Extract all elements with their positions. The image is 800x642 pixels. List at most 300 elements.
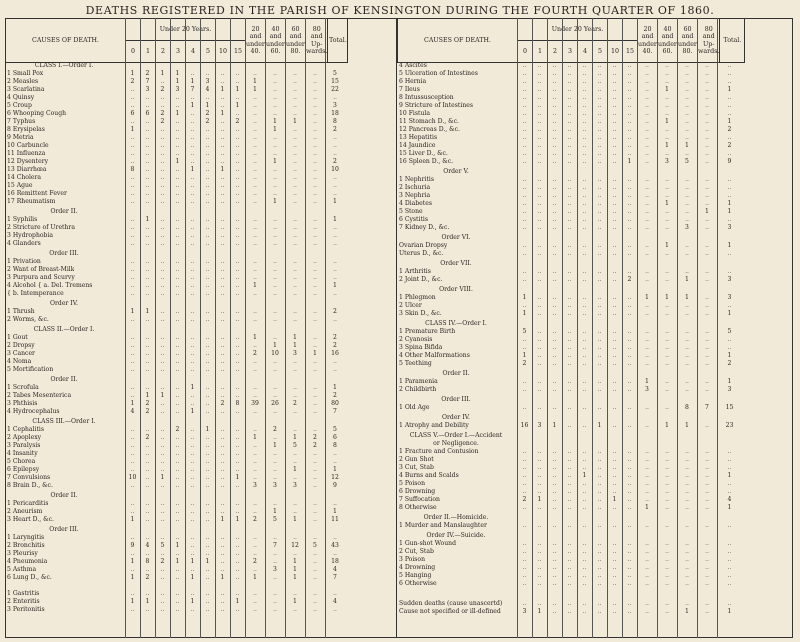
column-rule xyxy=(125,18,126,638)
table-cell: .. xyxy=(313,70,317,77)
table-cell: .. xyxy=(522,556,527,563)
table-cell: .. xyxy=(313,102,317,109)
table-cell: .. xyxy=(582,572,587,579)
table-cell: 6 xyxy=(333,434,337,441)
table-cell: .. xyxy=(160,78,165,85)
table-cell: .. xyxy=(597,70,602,77)
section-heading: Order VIII. xyxy=(439,286,473,293)
table-cell: .. xyxy=(235,94,240,101)
table-cell: .. xyxy=(522,276,527,283)
cause-label: 6 Otherwise xyxy=(399,580,437,587)
table-cell: .. xyxy=(727,94,732,101)
table-cell: .. xyxy=(175,150,180,157)
table-cell: .. xyxy=(597,496,602,503)
table-cell: .. xyxy=(727,176,732,183)
table-cell: 1 xyxy=(705,208,709,215)
table-cell: .. xyxy=(612,110,617,117)
table-cell: .. xyxy=(567,310,572,317)
table-cell: .. xyxy=(537,472,542,479)
table-cell: .. xyxy=(253,342,257,349)
table-cell: .. xyxy=(552,134,557,141)
table-cell: .. xyxy=(190,198,195,205)
table-cell: .. xyxy=(522,118,527,125)
table-cell: .. xyxy=(705,62,709,69)
table-cell: .. xyxy=(190,240,195,247)
table-cell: 1 xyxy=(160,474,165,481)
table-cell: .. xyxy=(313,190,317,197)
table-cell: .. xyxy=(552,78,557,85)
table-cell: .. xyxy=(567,422,572,429)
table-cell: .. xyxy=(130,442,135,449)
table-cell: .. xyxy=(537,328,542,335)
table-cell: .. xyxy=(333,366,337,373)
table-cell: .. xyxy=(190,290,195,297)
table-cell: .. xyxy=(582,540,587,547)
table-row xyxy=(397,548,793,556)
table-cell: .. xyxy=(235,384,240,391)
table-cell: .. xyxy=(552,580,557,587)
table-cell: .. xyxy=(160,366,165,373)
table-cell: .. xyxy=(705,564,709,571)
cause-label: 1 Thrush xyxy=(7,308,35,315)
table-cell: .. xyxy=(160,400,165,407)
table-cell: .. xyxy=(727,572,732,579)
table-cell: .. xyxy=(220,274,225,281)
table-cell: .. xyxy=(582,504,587,511)
table-cell: .. xyxy=(665,126,669,133)
table-cell: .. xyxy=(645,422,649,429)
table-cell: .. xyxy=(627,86,632,93)
table-row xyxy=(397,360,793,368)
header-under20: Under 20 Years. xyxy=(518,19,638,41)
table-cell: .. xyxy=(205,70,210,77)
table-cell: .. xyxy=(537,556,542,563)
table-cell: .. xyxy=(273,308,277,315)
cause-label: 7 Suffocation xyxy=(399,496,440,503)
table-cell: .. xyxy=(313,384,317,391)
table-cell: .. xyxy=(175,466,180,473)
table-cell: .. xyxy=(205,190,210,197)
table-cell: .. xyxy=(235,466,240,473)
table-cell: .. xyxy=(727,302,732,309)
table-cell: .. xyxy=(235,558,240,565)
table-cell: .. xyxy=(627,184,632,191)
table-cell: .. xyxy=(175,566,180,573)
section-heading: Order II. xyxy=(50,376,78,383)
table-cell: 1 xyxy=(685,294,689,301)
table-cell: .. xyxy=(522,548,527,555)
table-cell: .. xyxy=(175,550,180,557)
table-cell: .. xyxy=(537,250,542,257)
table-cell: .. xyxy=(612,448,617,455)
table-row xyxy=(397,522,793,530)
table-row xyxy=(397,352,793,360)
table-cell: .. xyxy=(645,150,649,157)
table-cell: .. xyxy=(567,344,572,351)
table-cell: .. xyxy=(253,426,257,433)
table-row xyxy=(397,134,793,142)
table-cell: 2 xyxy=(627,276,632,283)
table-cell: .. xyxy=(130,500,135,507)
column-rule xyxy=(637,18,638,638)
table-cell: .. xyxy=(130,240,135,247)
table-cell: .. xyxy=(253,150,257,157)
table-cell: .. xyxy=(313,566,317,573)
table-cell: .. xyxy=(130,198,135,205)
table-cell: .. xyxy=(293,126,297,133)
table-cell: .. xyxy=(522,572,527,579)
table-cell: .. xyxy=(313,426,317,433)
table-cell: .. xyxy=(597,208,602,215)
table-cell: .. xyxy=(665,328,669,335)
table-cell: .. xyxy=(645,158,649,165)
table-cell: .. xyxy=(235,408,240,415)
table-cell: .. xyxy=(220,408,225,415)
table-cell: 1 xyxy=(293,334,297,341)
table-cell: .. xyxy=(705,224,709,231)
table-cell: .. xyxy=(597,480,602,487)
cause-label: 1 Pericarditis xyxy=(7,500,49,507)
table-cell: 1 xyxy=(333,466,337,473)
table-cell: .. xyxy=(727,250,732,257)
table-cell: .. xyxy=(130,282,135,289)
table-cell: .. xyxy=(627,472,632,479)
table-cell: .. xyxy=(235,508,240,515)
table-cell: .. xyxy=(273,558,277,565)
column-rule xyxy=(592,18,593,638)
table-cell: .. xyxy=(160,166,165,173)
cause-label: 1 Arthritis xyxy=(399,268,431,275)
table-cell: .. xyxy=(313,166,317,173)
table-cell: .. xyxy=(567,504,572,511)
table-cell: .. xyxy=(235,574,240,581)
table-cell: .. xyxy=(273,86,277,93)
table-cell: 7 xyxy=(145,78,150,85)
table-cell: .. xyxy=(175,126,180,133)
table-cell: .. xyxy=(273,574,277,581)
table-cell: .. xyxy=(235,308,240,315)
table-cell: .. xyxy=(685,556,689,563)
table-cell: .. xyxy=(597,456,602,463)
table-cell: .. xyxy=(205,282,210,289)
table-cell: .. xyxy=(582,488,587,495)
section-heading-row xyxy=(397,260,793,268)
table-cell: .. xyxy=(160,590,165,597)
table-cell: .. xyxy=(645,70,649,77)
table-row xyxy=(397,386,793,394)
table-cell: .. xyxy=(175,174,180,181)
table-cell: .. xyxy=(253,174,257,181)
table-cell: .. xyxy=(582,336,587,343)
table-cell: .. xyxy=(253,182,257,189)
table-cell: .. xyxy=(685,580,689,587)
table-cell: .. xyxy=(293,150,297,157)
table-cell: .. xyxy=(612,62,617,69)
table-cell: .. xyxy=(705,572,709,579)
table-cell: .. xyxy=(253,566,257,573)
table-cell: .. xyxy=(537,404,542,411)
table-cell: .. xyxy=(313,94,317,101)
table-cell: .. xyxy=(293,258,297,265)
table-cell: .. xyxy=(130,266,135,273)
table-cell: .. xyxy=(567,548,572,555)
section-heading: CLASS I.—Order I. xyxy=(34,62,94,69)
table-cell: .. xyxy=(235,534,240,541)
table-cell: .. xyxy=(235,366,240,373)
cause-label: 11 Stomach D., &c. xyxy=(399,118,459,125)
cause-label: 3 Peritonitis xyxy=(7,606,45,613)
table-cell: .. xyxy=(597,62,602,69)
table-cell: .. xyxy=(273,392,277,399)
cause-label: 13 Hepatitis xyxy=(399,134,438,141)
table-cell: .. xyxy=(235,182,240,189)
table-cell: 2 xyxy=(333,126,337,133)
table-cell: .. xyxy=(175,442,180,449)
table-cell: .. xyxy=(205,482,210,489)
table-cell: .. xyxy=(582,242,587,249)
table-cell: .. xyxy=(253,598,257,605)
table-cell: .. xyxy=(597,336,602,343)
table-cell: .. xyxy=(145,334,150,341)
table-cell: .. xyxy=(582,94,587,101)
table-cell: .. xyxy=(175,606,180,613)
table-cell: .. xyxy=(220,606,225,613)
table-cell: 2 xyxy=(727,360,732,367)
table-cell: .. xyxy=(220,334,225,341)
table-cell: 1 xyxy=(145,392,150,399)
column-rule xyxy=(305,18,306,638)
table-cell: .. xyxy=(190,350,195,357)
table-cell: .. xyxy=(273,450,277,457)
cause-label: 2 Aneurism xyxy=(7,508,43,515)
table-cell: .. xyxy=(645,176,649,183)
table-cell: .. xyxy=(665,176,669,183)
table-cell: 80 xyxy=(331,400,339,407)
table-cell: .. xyxy=(645,216,649,223)
table-cell: .. xyxy=(235,282,240,289)
table-cell: .. xyxy=(612,176,617,183)
table-cell: .. xyxy=(627,268,632,275)
table-cell: 1 xyxy=(253,434,257,441)
table-row xyxy=(397,472,793,480)
table-cell: .. xyxy=(627,504,632,511)
cause-label: 4 Glanders xyxy=(7,240,41,247)
table-cell: .. xyxy=(582,564,587,571)
table-cell: .. xyxy=(293,358,297,365)
table-cell: .. xyxy=(665,556,669,563)
table-cell: 1 xyxy=(190,166,195,173)
table-cell: .. xyxy=(582,102,587,109)
table-cell: .. xyxy=(645,208,649,215)
table-cell: .. xyxy=(235,232,240,239)
table-cell: .. xyxy=(253,70,257,77)
table-cell: .. xyxy=(645,310,649,317)
table-cell: .. xyxy=(627,488,632,495)
cause-label: 2 Joint D., &c. xyxy=(399,276,443,283)
table-cell: .. xyxy=(627,480,632,487)
table-cell: .. xyxy=(175,408,180,415)
table-cell: .. xyxy=(205,542,210,549)
section-heading-row xyxy=(397,320,793,328)
table-cell: .. xyxy=(567,608,572,615)
cause-label: 2 Bronchitis xyxy=(7,542,45,549)
table-row xyxy=(397,102,793,110)
table-cell: .. xyxy=(597,488,602,495)
table-cell: .. xyxy=(567,184,572,191)
table-cell: 1 xyxy=(175,542,180,549)
table-cell: .. xyxy=(190,110,195,117)
table-cell: .. xyxy=(705,118,709,125)
table-cell: .. xyxy=(612,142,617,149)
section-heading: Order IV. xyxy=(442,414,470,421)
table-cell: .. xyxy=(685,352,689,359)
cause-label: 3 Spina Bifida xyxy=(399,344,443,351)
table-cell: .. xyxy=(522,216,527,223)
table-cell: .. xyxy=(160,384,165,391)
table-cell: .. xyxy=(145,500,150,507)
table-cell: .. xyxy=(235,550,240,557)
table-cell: .. xyxy=(220,342,225,349)
table-cell: 3 xyxy=(645,386,649,393)
table-cell: .. xyxy=(220,78,225,85)
table-cell: 10 xyxy=(331,166,339,173)
table-cell: .. xyxy=(220,366,225,373)
table-cell: .. xyxy=(567,360,572,367)
table-cell: .. xyxy=(645,78,649,85)
column-rule xyxy=(200,18,201,638)
header-40-60: 40 and under 60. xyxy=(266,19,286,63)
table-cell: .. xyxy=(253,308,257,315)
table-row xyxy=(397,176,793,184)
table-cell: .. xyxy=(130,158,135,165)
table-cell: .. xyxy=(552,378,557,385)
table-cell: .. xyxy=(333,94,337,101)
table-cell: .. xyxy=(597,310,602,317)
table-cell: .. xyxy=(567,78,572,85)
table-cell: .. xyxy=(190,174,195,181)
table-cell: .. xyxy=(145,224,150,231)
table-cell: .. xyxy=(582,522,587,529)
table-cell: .. xyxy=(190,358,195,365)
table-cell: .. xyxy=(253,166,257,173)
table-cell: .. xyxy=(220,102,225,109)
table-cell: .. xyxy=(293,78,297,85)
table-cell: .. xyxy=(522,142,527,149)
table-cell: 8 xyxy=(145,558,150,565)
table-cell: .. xyxy=(273,134,277,141)
table-cell: .. xyxy=(552,208,557,215)
cause-label: 3 Pleurisy xyxy=(7,550,38,557)
table-cell: .. xyxy=(205,126,210,133)
table-cell: .. xyxy=(190,366,195,373)
table-cell: 2 xyxy=(313,442,317,449)
table-cell: .. xyxy=(665,496,669,503)
table-cell: .. xyxy=(175,508,180,515)
table-cell: 1 xyxy=(627,158,632,165)
table-cell: .. xyxy=(190,550,195,557)
table-cell: 8 xyxy=(235,400,240,407)
table-cell: .. xyxy=(273,384,277,391)
table-cell: .. xyxy=(705,192,709,199)
table-cell: 1 xyxy=(665,142,669,149)
table-cell: .. xyxy=(205,342,210,349)
table-cell: 4 xyxy=(333,598,337,605)
table-cell: .. xyxy=(160,216,165,223)
table-cell: .. xyxy=(130,102,135,109)
table-cell: .. xyxy=(333,142,337,149)
cause-label: 4 Noma xyxy=(7,358,32,365)
table-cell: .. xyxy=(705,448,709,455)
section-heading-row xyxy=(397,514,793,522)
table-cell: .. xyxy=(220,308,225,315)
table-cell: .. xyxy=(665,600,669,607)
table-cell: 5 xyxy=(273,516,277,523)
table-cell: .. xyxy=(130,350,135,357)
table-cell: .. xyxy=(333,174,337,181)
table-cell: 22 xyxy=(331,86,339,93)
table-cell: .. xyxy=(235,450,240,457)
table-cell: .. xyxy=(705,142,709,149)
table-cell: .. xyxy=(567,540,572,547)
table-cell: 8 xyxy=(685,404,689,411)
table-cell: .. xyxy=(175,598,180,605)
column-rule xyxy=(140,18,141,638)
table-cell: .. xyxy=(582,78,587,85)
table-cell: .. xyxy=(235,258,240,265)
table-cell: .. xyxy=(612,86,617,93)
table-cell: .. xyxy=(645,62,649,69)
table-cell: .. xyxy=(597,102,602,109)
table-cell: .. xyxy=(582,480,587,487)
table-cell: .. xyxy=(273,110,277,117)
table-cell: .. xyxy=(705,472,709,479)
table-cell: .. xyxy=(685,118,689,125)
table-row xyxy=(397,78,793,86)
table-cell: 1 xyxy=(293,118,297,125)
table-cell: .. xyxy=(597,118,602,125)
table-cell: .. xyxy=(130,290,135,297)
table-cell: 1 xyxy=(612,496,617,503)
table-cell: .. xyxy=(685,150,689,157)
table-cell: .. xyxy=(522,302,527,309)
table-cell: 2 xyxy=(727,142,732,149)
table-cell: 1 xyxy=(293,516,297,523)
table-cell: .. xyxy=(597,294,602,301)
table-cell: .. xyxy=(160,574,165,581)
table-cell: .. xyxy=(220,392,225,399)
cause-label: 12 Dysentery xyxy=(7,158,49,165)
table-cell: .. xyxy=(612,344,617,351)
cause-label: 2 Measles xyxy=(7,78,39,85)
table-cell: .. xyxy=(727,134,732,141)
table-cell: .. xyxy=(665,548,669,555)
table-cell: 3 xyxy=(273,482,277,489)
table-cell: .. xyxy=(537,208,542,215)
table-cell: .. xyxy=(220,216,225,223)
cause-label: 9 Metria xyxy=(7,134,34,141)
table-cell: .. xyxy=(627,448,632,455)
table-cell: .. xyxy=(727,556,732,563)
table-cell: .. xyxy=(537,62,542,69)
table-cell: .. xyxy=(313,224,317,231)
table-cell: .. xyxy=(685,336,689,343)
table-cell: 1 xyxy=(175,158,180,165)
cause-label: 1 Phlegmon xyxy=(399,294,436,301)
table-cell: .. xyxy=(522,404,527,411)
table-cell: .. xyxy=(522,456,527,463)
table-cell: .. xyxy=(313,274,317,281)
right-table xyxy=(397,18,793,638)
